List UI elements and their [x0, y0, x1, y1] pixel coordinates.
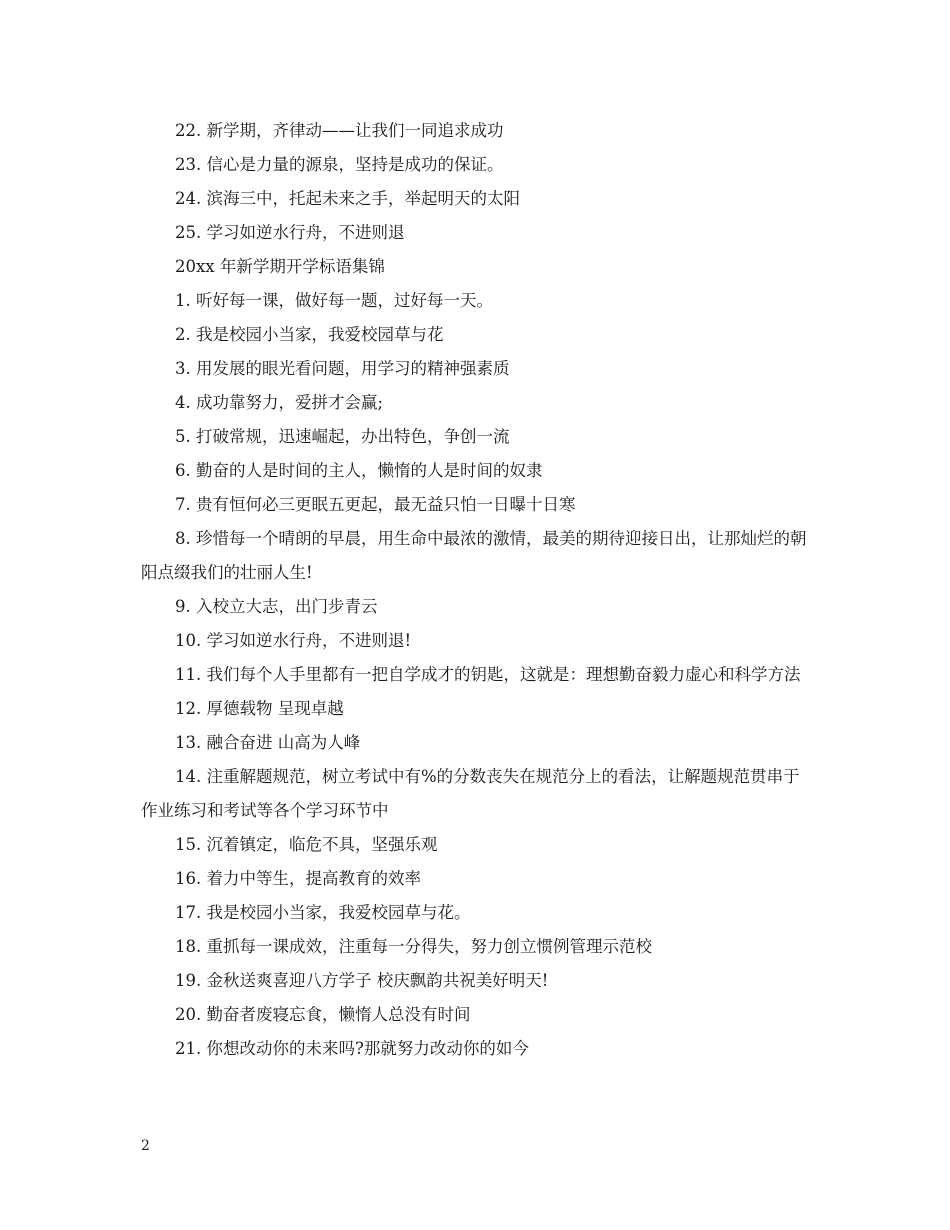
- list-item-13: 13. 融合奋进 山高为人峰: [175, 733, 361, 752]
- list-item-9: 9. 入校立大志，出门步青云: [175, 597, 378, 616]
- list-item-16: 16. 着力中等生，提高教育的效率: [175, 869, 421, 888]
- list-item-10: 10. 学习如逆水行舟，不进则退!: [175, 631, 412, 650]
- list-item-21: 21. 你想改动你的未来吗?那就努力改动你的如今: [175, 1039, 529, 1058]
- list-item-20: 20. 勤奋者废寝忘食，懒惰人总没有时间: [175, 1005, 471, 1024]
- list-item-6: 6. 勤奋的人是时间的主人，懒惰的人是时间的奴隶: [175, 461, 543, 480]
- list-item-14: 14. 注重解题规范，树立考试中有%的分数丧失在规范分上的看法，让解题规范贯串于作业练习和考试等各个学习环节中: [141, 767, 800, 820]
- list-item-3: 3. 用发展的眼光看问题，用学习的精神强素质: [175, 359, 510, 378]
- list-item-8: 8. 珍惜每一个晴朗的早晨，用生命中最浓的激情，最美的期待迎接日出，让那灿烂的朝阳点缀我们的壮丽人生!: [141, 529, 807, 582]
- list-item-2: 2. 我是校园小当家，我爱校园草与花: [175, 325, 444, 344]
- list-item-17: 17. 我是校园小当家，我爱校园草与花。: [175, 903, 471, 922]
- list-item-25: 25. 学习如逆水行舟，不进则退: [175, 223, 405, 242]
- list-item-7: 7. 贵有恒何必三更眠五更起，最无益只怕一日曝十日寒: [175, 495, 576, 514]
- list-item-18: 18. 重抓每一课成效，注重每一分得失，努力创立惯例管理示范校: [175, 937, 652, 956]
- page-number: 2: [141, 1138, 150, 1154]
- list-item-5: 5. 打破常规，迅速崛起，办出特色，争创一流: [175, 427, 510, 446]
- list-item-12: 12. 厚德载物 呈现卓越: [175, 699, 344, 718]
- list-item-19: 19. 金秋送爽喜迎八方学子 校庆飘韵共祝美好明天!: [175, 971, 549, 990]
- list-item-24: 24. 滨海三中，托起未来之手，举起明天的太阳: [175, 189, 520, 208]
- list-item-1: 1. 听好每一课，做好每一题，过好每一天。: [175, 291, 493, 310]
- list-item-23: 23. 信心是力量的源泉，坚持是成功的保证。: [175, 155, 504, 174]
- list-item-22: 22. 新学期，齐律动——让我们一同追求成功: [175, 121, 504, 140]
- section-heading: 20xx 年新学期开学标语集锦: [175, 257, 385, 276]
- document-body: [141, 114, 813, 1066]
- list-item-11: 11. 我们每个人手里都有一把自学成才的钥匙，这就是：理想勤奋毅力虚心和科学方法: [175, 665, 801, 684]
- list-item-15: 15. 沉着镇定，临危不具，坚强乐观: [175, 835, 438, 854]
- list-item-4: 4. 成功靠努力，爱拼才会赢;: [175, 393, 384, 412]
